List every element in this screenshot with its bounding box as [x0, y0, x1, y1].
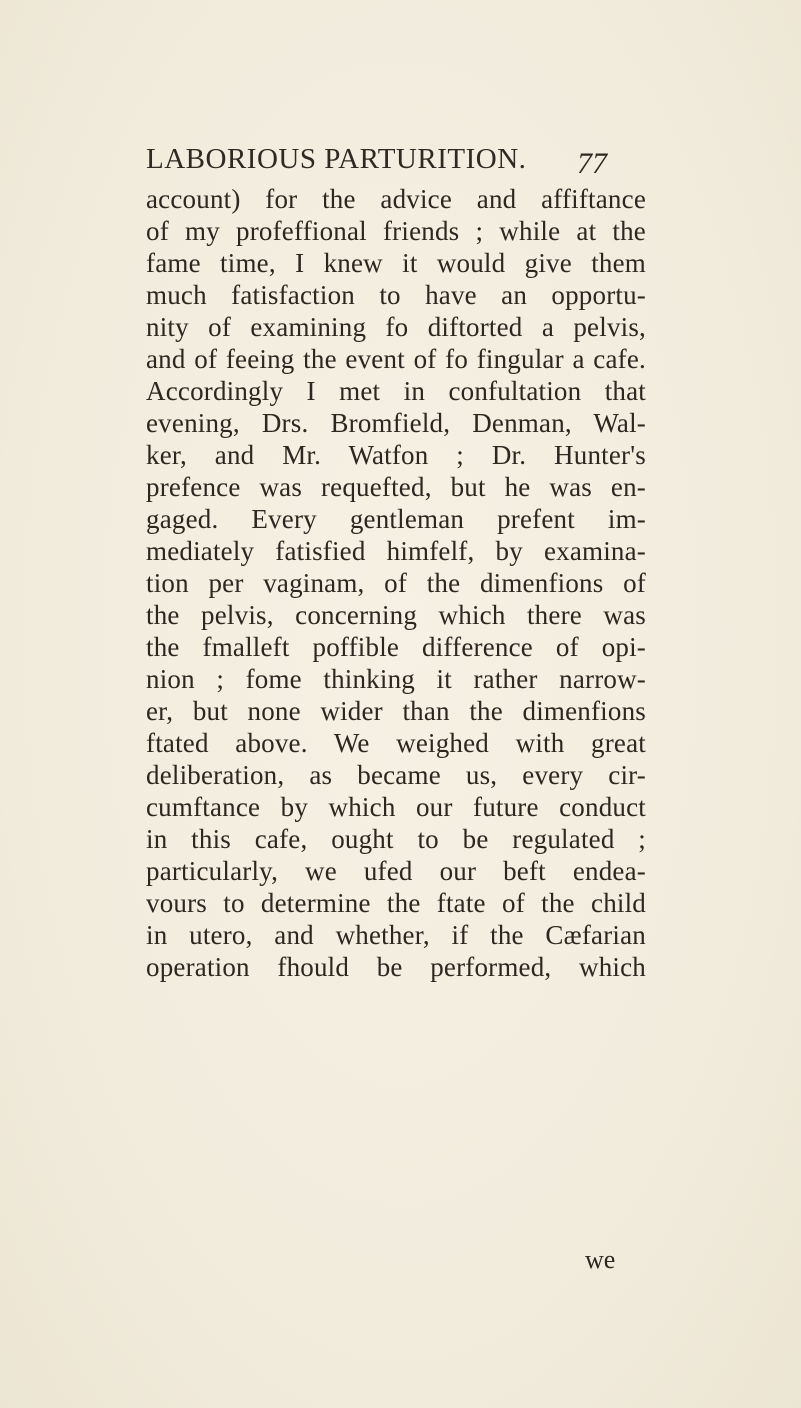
- text-line: particularly, we ufed our beft endea-: [146, 856, 646, 886]
- page-header: [0, 143, 801, 179]
- body-text: [146, 183, 646, 983]
- text-line: nion ; fome thinking it rather narrow-: [146, 664, 646, 694]
- catchword: we: [585, 1245, 616, 1274]
- text-line: in utero, and whether, if the Cæfarian: [146, 920, 646, 950]
- text-line: operation fhould be performed, which: [146, 952, 646, 982]
- text-line: evening, Drs. Bromfield, Denman, Wal-: [146, 408, 646, 438]
- text-line: nity of examining fo diftorted a pelvis,: [146, 312, 646, 342]
- text-line: er, but none wider than the dimenfions: [146, 696, 646, 726]
- text-line: ftated above. We weighed with great: [146, 728, 646, 758]
- text-line: gaged. Every gentleman prefent im-: [146, 504, 646, 534]
- page-number: 77: [577, 147, 607, 180]
- text-line: the pelvis, concerning which there was: [146, 600, 646, 630]
- text-line: and of feeing the event of fo fingular a cafe.: [146, 344, 646, 374]
- text-line: much fatisfaction to have an opportu-: [146, 280, 646, 310]
- running-head: LABORIOUS PARTURITION.: [146, 143, 527, 175]
- text-line: ker, and Mr. Watfon ; Dr. Hunter's: [146, 440, 646, 470]
- text-line: account) for the advice and affiftance: [146, 184, 646, 214]
- text-line: Accordingly I met in confultation that: [146, 376, 646, 406]
- text-line: deliberation, as became us, every cir-: [146, 760, 646, 790]
- text-line: in this cafe, ought to be regulated ;: [146, 824, 646, 854]
- text-line: prefence was requefted, but he was en-: [146, 472, 646, 502]
- text-line: the fmalleft poffible difference of opi-: [146, 632, 646, 662]
- text-line: vours to determine the ftate of the child: [146, 888, 646, 918]
- text-line: cumftance by which our future conduct: [146, 792, 646, 822]
- text-line: mediately fatisfied himfelf, by examina-: [146, 536, 646, 566]
- text-line: fame time, I knew it would give them: [146, 248, 646, 278]
- text-line: of my profeffional friends ; while at the: [146, 216, 646, 246]
- text-line: tion per vaginam, of the dimenfions of: [146, 568, 646, 598]
